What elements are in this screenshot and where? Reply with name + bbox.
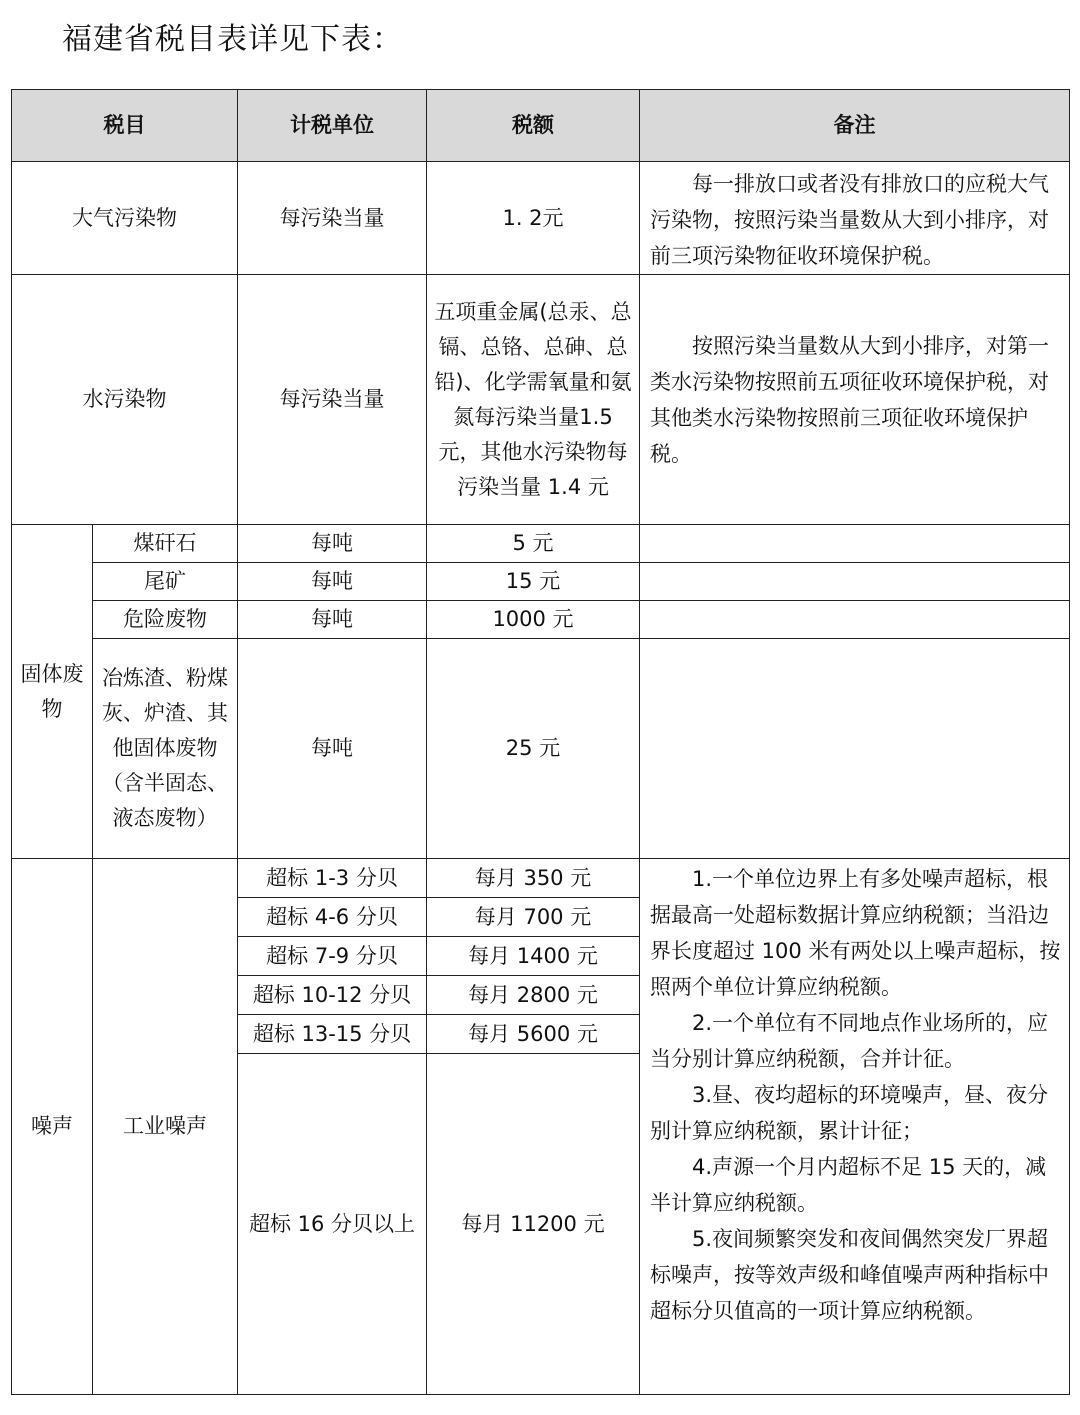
table-row-solid-4 (12, 639, 1070, 859)
solid-remark-3 (640, 601, 1070, 639)
air-amount: 1. 2元 (427, 162, 640, 275)
noise-remark-1: 1.一个单位边界上有多处噪声超标，根据最高一处超标数据计算应纳税额；当沿边界长度超过 100 米有两处以上噪声超标，按照两个单位计算应纳税额。 (650, 867, 1061, 999)
air-remark (640, 162, 1070, 275)
header-item: 税目 (12, 90, 238, 162)
noise-unit-1: 超标 1-3 分贝 (238, 859, 427, 898)
water-remark-text: 按照污染当量数从大到小排序，对第一类水污染物按照前五项征收环境保护税，对其他类水污染物按照前三项征收环境保护税。 (650, 333, 1049, 466)
table-row-air (12, 162, 1070, 275)
noise-amount-6: 每月 11200 元 (427, 1054, 640, 1395)
table-row-solid-3 (12, 601, 1070, 639)
noise-sub: 工业噪声 (93, 859, 238, 1395)
air-remark-text: 每一排放口或者没有排放口的应税大气污染物，按照污染当量数从大到小排序，对前三项污染物征收环境保护税。 (650, 172, 1049, 268)
solid-amount-2: 15 元 (427, 563, 640, 601)
solid-group: 固体废物 (12, 525, 93, 859)
solid-remark-2 (640, 563, 1070, 601)
solid-unit-2: 每吨 (238, 563, 427, 601)
noise-unit-5: 超标 13-15 分贝 (238, 1015, 427, 1054)
table-row-water (12, 275, 1070, 525)
noise-unit-4: 超标 10-12 分贝 (238, 976, 427, 1015)
solid-name-1: 煤矸石 (93, 525, 238, 563)
noise-remark-3: 3.昼、夜均超标的环境噪声，昼、夜分别计算应纳税额，累计计征； (650, 1083, 1049, 1143)
solid-amount-3: 1000 元 (427, 601, 640, 639)
header-amount: 税额 (427, 90, 640, 162)
water-amount: 五项重金属(总汞、总镉、总铬、总砷、总铅)、化学需氧量和氨氮每污染当量1.5 元，其他水污染物每污染当量 1.4 元 (427, 275, 640, 525)
noise-remark-2: 2.一个单位有不同地点作业场所的，应当分别计算应纳税额，合并计征。 (650, 1011, 1049, 1071)
tax-table (11, 89, 1070, 1395)
page-title: 福建省税目表详见下表： (62, 22, 403, 57)
solid-unit-4: 每吨 (238, 639, 427, 859)
solid-remark-1 (640, 525, 1070, 563)
header-remark: 备注 (640, 90, 1070, 162)
noise-group: 噪声 (12, 859, 93, 1395)
solid-amount-4: 25 元 (427, 639, 640, 859)
noise-remark (640, 859, 1070, 1395)
water-name: 水污染物 (12, 275, 238, 525)
table-row-solid-2 (12, 563, 1070, 601)
water-unit: 每污染当量 (238, 275, 427, 525)
noise-amount-3: 每月 1400 元 (427, 937, 640, 976)
solid-unit-3: 每吨 (238, 601, 427, 639)
solid-amount-1: 5 元 (427, 525, 640, 563)
noise-remark-5: 5.夜间频繁突发和夜间偶然突发厂界超标噪声，按等效声级和峰值噪声两种指标中超标分贝值高的一项计算应纳税额。 (650, 1227, 1049, 1323)
solid-name-2: 尾矿 (93, 563, 238, 601)
air-name: 大气污染物 (12, 162, 238, 275)
noise-amount-1: 每月 350 元 (427, 859, 640, 898)
noise-amount-5: 每月 5600 元 (427, 1015, 640, 1054)
solid-name-4: 冶炼渣、粉煤灰、炉渣、其他固体废物（含半固态、液态废物） (93, 639, 238, 859)
water-remark (640, 275, 1070, 525)
solid-unit-1: 每吨 (238, 525, 427, 563)
header-unit: 计税单位 (238, 90, 427, 162)
noise-unit-3: 超标 7-9 分贝 (238, 937, 427, 976)
air-unit: 每污染当量 (238, 162, 427, 275)
table-header-row (12, 90, 1070, 162)
noise-amount-4: 每月 2800 元 (427, 976, 640, 1015)
noise-unit-6: 超标 16 分贝以上 (238, 1054, 427, 1395)
noise-remark-4: 4.声源一个月内超标不足 15 天的，减半计算应纳税额。 (650, 1155, 1047, 1215)
noise-unit-2: 超标 4-6 分贝 (238, 898, 427, 937)
solid-name-3: 危险废物 (93, 601, 238, 639)
solid-remark-4 (640, 639, 1070, 859)
table-row-noise-1 (12, 859, 1070, 898)
noise-amount-2: 每月 700 元 (427, 898, 640, 937)
table-row-solid-1 (12, 525, 1070, 563)
